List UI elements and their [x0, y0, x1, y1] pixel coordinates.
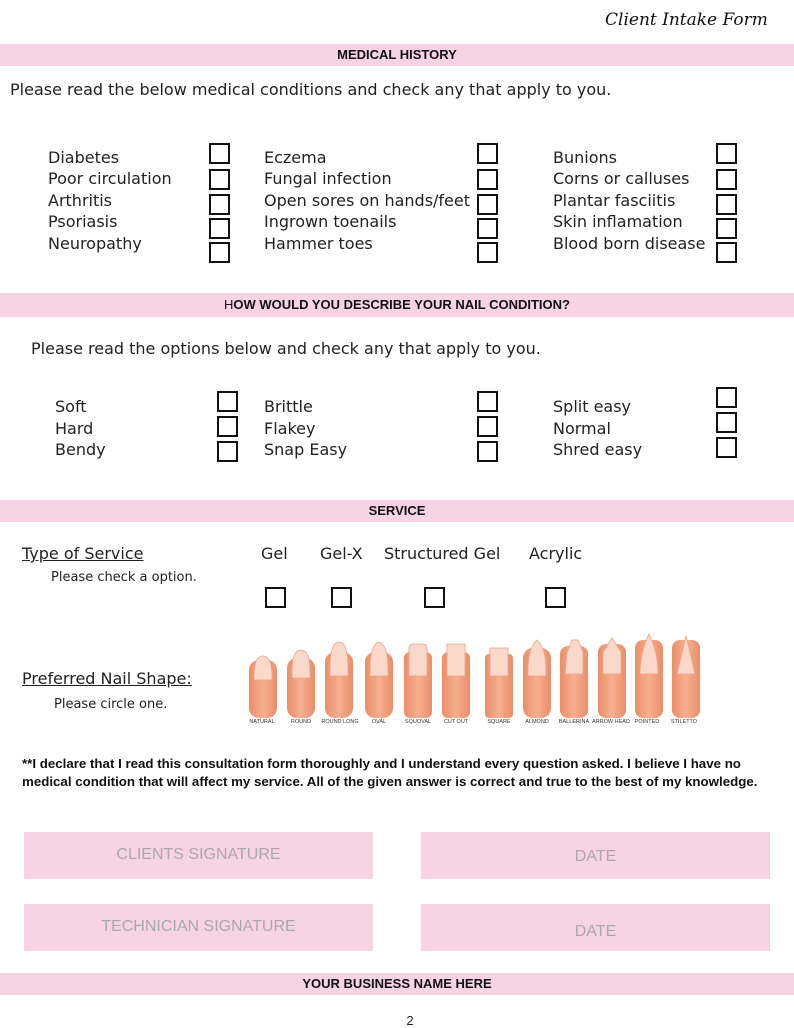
nail-shape-label: Preferred Nail Shape: — [22, 669, 192, 688]
medical-col3-item: Bunions — [553, 148, 617, 167]
nail-pointed — [640, 634, 658, 674]
medical-col2-item: Ingrown toenails — [264, 212, 397, 231]
medical-col1-item: Diabetes — [48, 148, 120, 167]
checkbox-gel[interactable] — [265, 587, 286, 608]
nails-col1-item: Hard — [55, 419, 94, 438]
nail-shape-name: SQUARE — [487, 719, 511, 725]
page-number: 2 — [406, 1013, 414, 1028]
medical-col3-item: Blood born disease — [553, 234, 706, 253]
form-title: Client Intake Form — [605, 10, 768, 30]
type-of-service-hint: Please check a option. — [51, 570, 197, 585]
business-name-text: YOUR BUSINESS NAME HERE — [302, 976, 492, 991]
nail-arrow-head — [603, 638, 621, 674]
nails-col2-item: Flakey — [264, 419, 316, 438]
checkbox-hammer-toes[interactable] — [477, 242, 498, 263]
nails-col1-item: Soft — [55, 397, 87, 416]
nails-col3-item: Split easy — [553, 397, 632, 416]
date-field-2[interactable] — [421, 904, 770, 951]
nail-shape-name: ALMOND — [525, 719, 549, 725]
service-heading — [0, 500, 794, 522]
checkbox-fungal-infection[interactable] — [477, 169, 498, 190]
service-option-label: Gel — [261, 544, 288, 563]
nail-shape-name: ARROW HEAD — [592, 719, 630, 725]
checkbox-neuropathy[interactable] — [209, 242, 230, 263]
medical-col3-item: Plantar fasciitis — [553, 191, 676, 210]
checkbox-bendy[interactable] — [217, 441, 238, 462]
nail-almond — [528, 640, 546, 676]
nails-col2-item: Snap Easy — [264, 440, 348, 459]
checkbox-hard[interactable] — [217, 416, 238, 437]
checkbox-eczema[interactable] — [477, 143, 498, 164]
nail-squoval — [409, 644, 427, 676]
nail-round-long — [330, 642, 348, 676]
nail-cut-out — [447, 644, 465, 676]
date-placeholder-2: DATE — [574, 923, 617, 940]
checkbox-ingrown-toenails[interactable] — [477, 218, 498, 239]
nail-condition-heading — [0, 293, 794, 317]
nail-condition-heading-text: OW WOULD YOU DESCRIBE YOUR NAIL CONDITION? — [233, 297, 570, 312]
declaration-text: **I declare that I read this consultation form thoroughly and I understand every question asked. I believe I have no medical condition that will affect my service. All of the given answer is correct and true to the best of my knowledge. — [22, 756, 758, 789]
medical-col1-item: Arthritis — [48, 191, 113, 210]
nail-shape-name: SQUOVAL — [404, 719, 432, 725]
nails-col1-item: Bendy — [55, 440, 106, 459]
nail-round — [292, 650, 310, 678]
nail-square — [490, 648, 508, 676]
nails-col3-item: Normal — [553, 419, 611, 438]
nail-shape-name: OVAL — [371, 719, 387, 725]
medical-col1-item: Psoriasis — [48, 212, 118, 231]
nail-shape-name: ROUND LONG — [321, 719, 359, 725]
nail-condition-heading-h: H — [224, 297, 234, 312]
nail-natural — [254, 656, 272, 680]
checkbox-corns-calluses[interactable] — [716, 169, 737, 190]
service-option-label: Acrylic — [529, 544, 583, 563]
checkbox-brittle[interactable] — [477, 391, 498, 412]
medical-col3-item: Skin inflamation — [553, 212, 683, 231]
checkbox-split-easy[interactable] — [716, 387, 737, 408]
medical-instruction: Please read the below medical conditions and check any that apply to you. — [10, 80, 612, 99]
checkbox-plantar-fasciitis[interactable] — [716, 194, 737, 215]
medical-col2-item: Hammer toes — [264, 234, 373, 253]
service-heading-text: SERVICE — [368, 503, 426, 518]
checkbox-structured-gel[interactable] — [424, 587, 445, 608]
nails-col3-item: Shred easy — [553, 440, 643, 459]
checkbox-bunions[interactable] — [716, 143, 737, 164]
nail-oval — [370, 642, 388, 676]
technician-signature-placeholder: TECHNICIAN SIGNATURE — [101, 918, 296, 935]
checkbox-skin-inflamation[interactable] — [716, 218, 737, 239]
checkbox-blood-born-disease[interactable] — [716, 242, 737, 263]
nail-shape-name: BALLERINA — [558, 719, 590, 725]
checkbox-gel-x[interactable] — [331, 587, 352, 608]
medical-col2-item: Fungal infection — [264, 169, 392, 188]
medical-col2-item: Eczema — [264, 148, 327, 167]
checkbox-open-sores[interactable] — [477, 194, 498, 215]
checkbox-snap-easy[interactable] — [477, 441, 498, 462]
nails-instruction: Please read the options below and check any that apply to you. — [31, 339, 541, 358]
medical-col2-item: Open sores on hands/feet — [264, 191, 471, 210]
checkbox-acrylic[interactable] — [545, 587, 566, 608]
nail-shape-name: STILETTO — [670, 719, 698, 725]
medical-col3-item: Corns or calluses — [553, 169, 690, 188]
client-signature-placeholder: CLIENTS SIGNATURE — [116, 846, 281, 863]
technician-signature-field[interactable] — [24, 904, 373, 951]
nail-shape-name: POINTED — [634, 719, 660, 725]
nail-shape-hint: Please circle one. — [54, 697, 168, 712]
nail-shape-name: ROUND — [290, 719, 312, 725]
date-placeholder-1: DATE — [574, 848, 617, 865]
date-field-1[interactable] — [421, 832, 770, 879]
checkbox-psoriasis[interactable] — [209, 218, 230, 239]
checkbox-poor-circulation[interactable] — [209, 169, 230, 190]
medical-col1-item: Poor circulation — [48, 169, 172, 188]
checkbox-diabetes[interactable] — [209, 143, 230, 164]
nail-shape-name: NATURAL — [249, 719, 275, 725]
business-name-footer — [0, 973, 794, 995]
nail-shape-name: CUT OUT — [443, 719, 469, 725]
medical-history-heading — [0, 44, 794, 66]
client-signature-field[interactable] — [24, 832, 373, 879]
nails-col2-item: Brittle — [264, 397, 313, 416]
nail-shapes-illustration — [245, 630, 705, 730]
nail-ballerina — [565, 640, 583, 674]
service-option-label: Gel-X — [320, 544, 363, 563]
checkbox-normal[interactable] — [716, 412, 737, 433]
service-option-label: Structured Gel — [384, 544, 501, 563]
type-of-service-label: Type of Service — [22, 544, 144, 563]
medical-col1-item: Neuropathy — [48, 234, 142, 253]
checkbox-arthritis[interactable] — [209, 194, 230, 215]
medical-history-heading-text: MEDICAL HISTORY — [337, 47, 457, 62]
checkbox-flakey[interactable] — [477, 416, 498, 437]
checkbox-shred-easy[interactable] — [716, 437, 737, 458]
checkbox-soft[interactable] — [217, 391, 238, 412]
